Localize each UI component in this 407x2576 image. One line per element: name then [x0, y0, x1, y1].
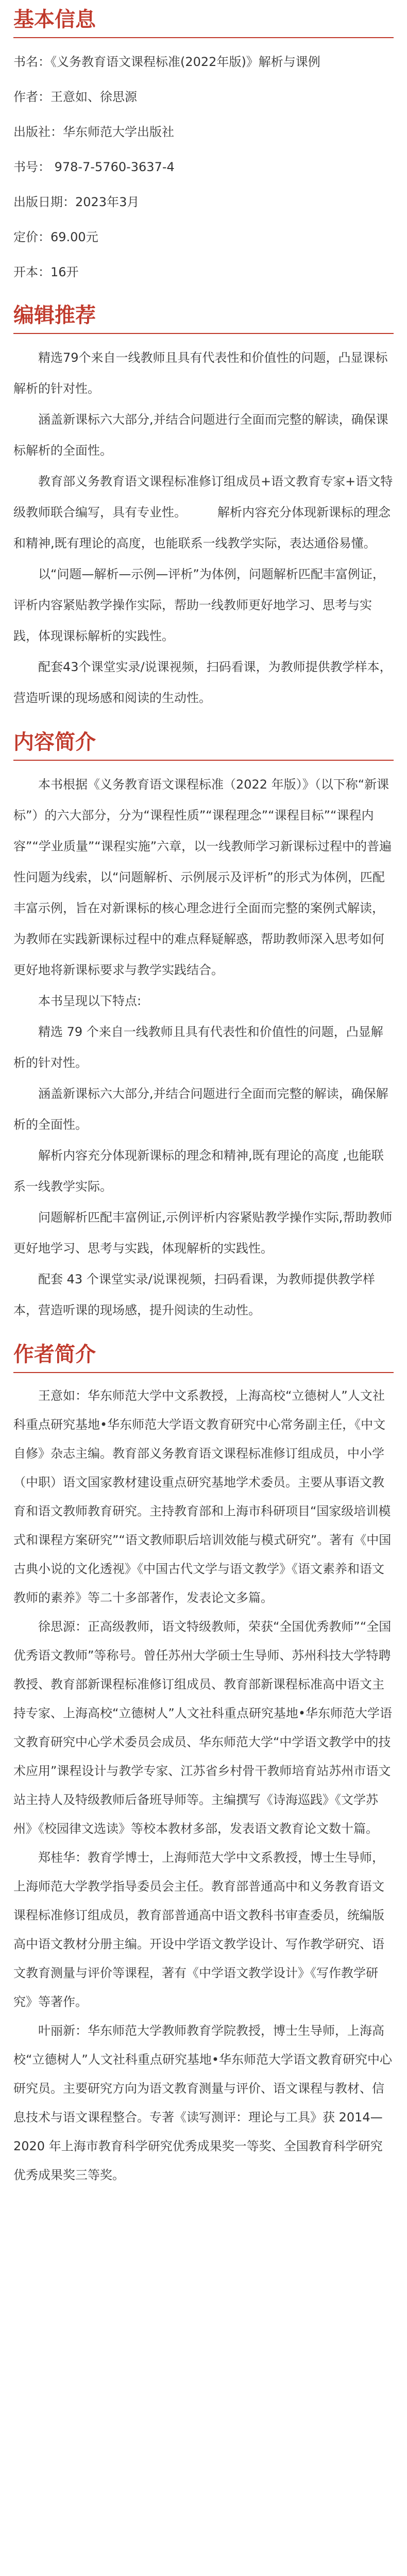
basic-info-section	[13, 0, 394, 290]
info-publish-date: 出版日期：2023年3月	[13, 195, 140, 209]
info-title: 书名：《义务教育语文课程标准(2022年版)》解析与课例	[13, 55, 320, 69]
author-bio-paragraph: 叶丽新：华东师范大学教师教育学院教授，博士生导师，上海高校“立德树人”人文社科重点研究基地•华东师范大学语文教育研究中心研究员。主要研究方向为语文教育测量与评价、语文课程与教材、信息技术与语文课程整合。专著《读写测评：理论与工具》获 2014—2020 年上海市教育科学研究优秀成果奖一等奖、全国教育科学研究优秀成果奖三等奖。	[13, 2023, 393, 2182]
content-intro-paragraph: 精选 79 个来自一线教师且具有代表性和价值性的问题，凸显解析的针对性。	[13, 1025, 383, 1070]
editor-recommend-paragraph: 涵盖新课标六大部分,并结合问题进行全面而完整的解读，确保课标解析的全面性。	[13, 412, 388, 458]
author-intro-divider	[13, 1372, 394, 1373]
content-intro-heading: 内容简介	[13, 730, 96, 754]
author-bio-paragraph: 郑桂华：教育学博士，上海师范大学中文系教授，博士生导师，上海师范大学教学指导委员会主任。教育部普通高中和义务教育语文课程标准修订组成员，教育部普通高中语文教科书审查委员，统编版高中语文教材分册主编。开设中学语文教学设计、写作教学研究、语文教育测量与评价等课程，著有《中学语文教学设计》《写作教学研究》等著作。	[13, 1850, 384, 2009]
content-intro-paragraph: 本书根据《义务教育语文课程标准（2022 年版）》（以下称“新课标”）的六大部分，分为“课程性质”“课程理念”“课程目标”“课程内容”“学业质量”“课程实施”六章，以一线教师学习新课标过程中的普遍性问题为线索，以“问题解析、示例展示及评析”的形式为体例，匹配丰富示例，旨在对新课标的核心理念进行全面而完整的案例式解读，为教师在实践新课标过程中的难点释疑解惑，帮助教师深入思考如何更好地将新课标要求与教学实践结合。	[13, 777, 392, 977]
editor-recommend-section	[13, 290, 394, 713]
editor-recommend-paragraph: 配套43个课堂实录/说课视频，扫码看课，为教师提供教学样本，营造听课的现场感和阅读的生动性。	[13, 660, 392, 705]
editor-recommend-divider	[13, 333, 394, 334]
content-intro-paragraph: 本书呈现以下特点:	[38, 994, 142, 1008]
basic-info-heading: 基本信息	[13, 8, 96, 31]
content-intro-paragraph: 问题解析匹配丰富例证,示例评析内容紧贴教学操作实际,帮助教师更好地学习、思考与实践，体现解析的实践性。	[13, 1210, 393, 1256]
info-format: 开本：16开	[13, 265, 79, 279]
info-publisher: 出版社：华东师范大学出版社	[13, 125, 174, 139]
author-bio-paragraph: 徐思源：正高级教师，语文特级教师，荣获“全国优秀教师”“全国优秀语文教师”等称号。曾任苏州大学硕士生导师、苏州科技大学特聘教授、教育部新课程标准修订组成员、教育部新课程标准高中语文主持专家、上海高校“立德树人”人文社科重点研究基地•华东师范大学语文教育研究中心学术委员会成员、华东师范大学“中学语文教学中的技术应用”课程设计与教学专家、江苏省乡村骨干教师培育站苏州市语文站主持人及特级教师后备班导师等。主编撰写《诗海巡践》《文学苏州》《校园律文选读》等校本教材多部，发表语文教育论文数十篇。	[13, 1619, 393, 1836]
editor-recommend-paragraph: 教育部义务教育语文课程标准修订组成员+语文教育专家+语文特级教师联合编写，具有专业性。 解析内容充分体现新课标的理念和精神,既有理论的高度，也能联系一线教学实际，表达通俗易懂。	[13, 474, 393, 550]
basic-info-list	[13, 44, 394, 290]
content-intro-paragraph: 涵盖新课标六大部分,并结合问题进行全面而完整的解读，确保解析的全面性。	[13, 1086, 388, 1132]
content-intro-paragraph: 解析内容充分体现新课标的理念和精神,既有理论的高度 ,也能联系一线教学实际。	[13, 1148, 384, 1194]
editor-recommend-heading: 编辑推荐	[13, 304, 96, 327]
author-intro-heading: 作者简介	[13, 1343, 96, 1366]
info-price: 定价：69.00元	[13, 230, 98, 244]
author-bio-paragraph: 王意如：华东师范大学中文系教授，上海高校“立德树人”人文社科重点研究基地•华东师范大学语文教育研究中心常务副主任，《中文自修》杂志主编。教育部义务教育语文课程标准修订组成员，中小学（中职）语文国家教材建设重点研究基地学术委员。主要从事语文教育和语文教师教育研究。主持教育部和上海市科研项目“国家级培训模式和课程方案研究”“语文教师职后培训效能与模式研究”。著有《中国古典小说的文化透视》《中国古代文学与语文教学》《语文素养和语文教师的素养》等二十多部著作，发表论文多篇。	[13, 1389, 392, 1605]
info-author: 作者：王意如、徐思源	[13, 90, 137, 104]
basic-info-divider	[13, 37, 394, 38]
editor-recommend-paragraph: 以“问题—解析—示例—评析”为体例，问题解析匹配丰富例证，评析内容紧贴教学操作实际，帮助一线教师更好地学习、思考与实践，体现课标解析的实践性。	[13, 567, 385, 643]
editor-recommend-paragraph: 精选79个来自一线教师且具有代表性和价值性的问题，凸显课标解析的针对性。	[13, 350, 388, 396]
author-intro-section	[13, 1326, 394, 2189]
content-intro-paragraph: 配套 43 个课堂实录/说课视频，扫码看课，为教师提供教学样本，营造听课的现场感，提升阅读的生动性。	[13, 1272, 375, 1317]
info-isbn: 书号： 978-7-5760-3637-4	[13, 160, 175, 174]
content-intro-section	[13, 713, 394, 1326]
content-intro-divider	[13, 760, 394, 761]
